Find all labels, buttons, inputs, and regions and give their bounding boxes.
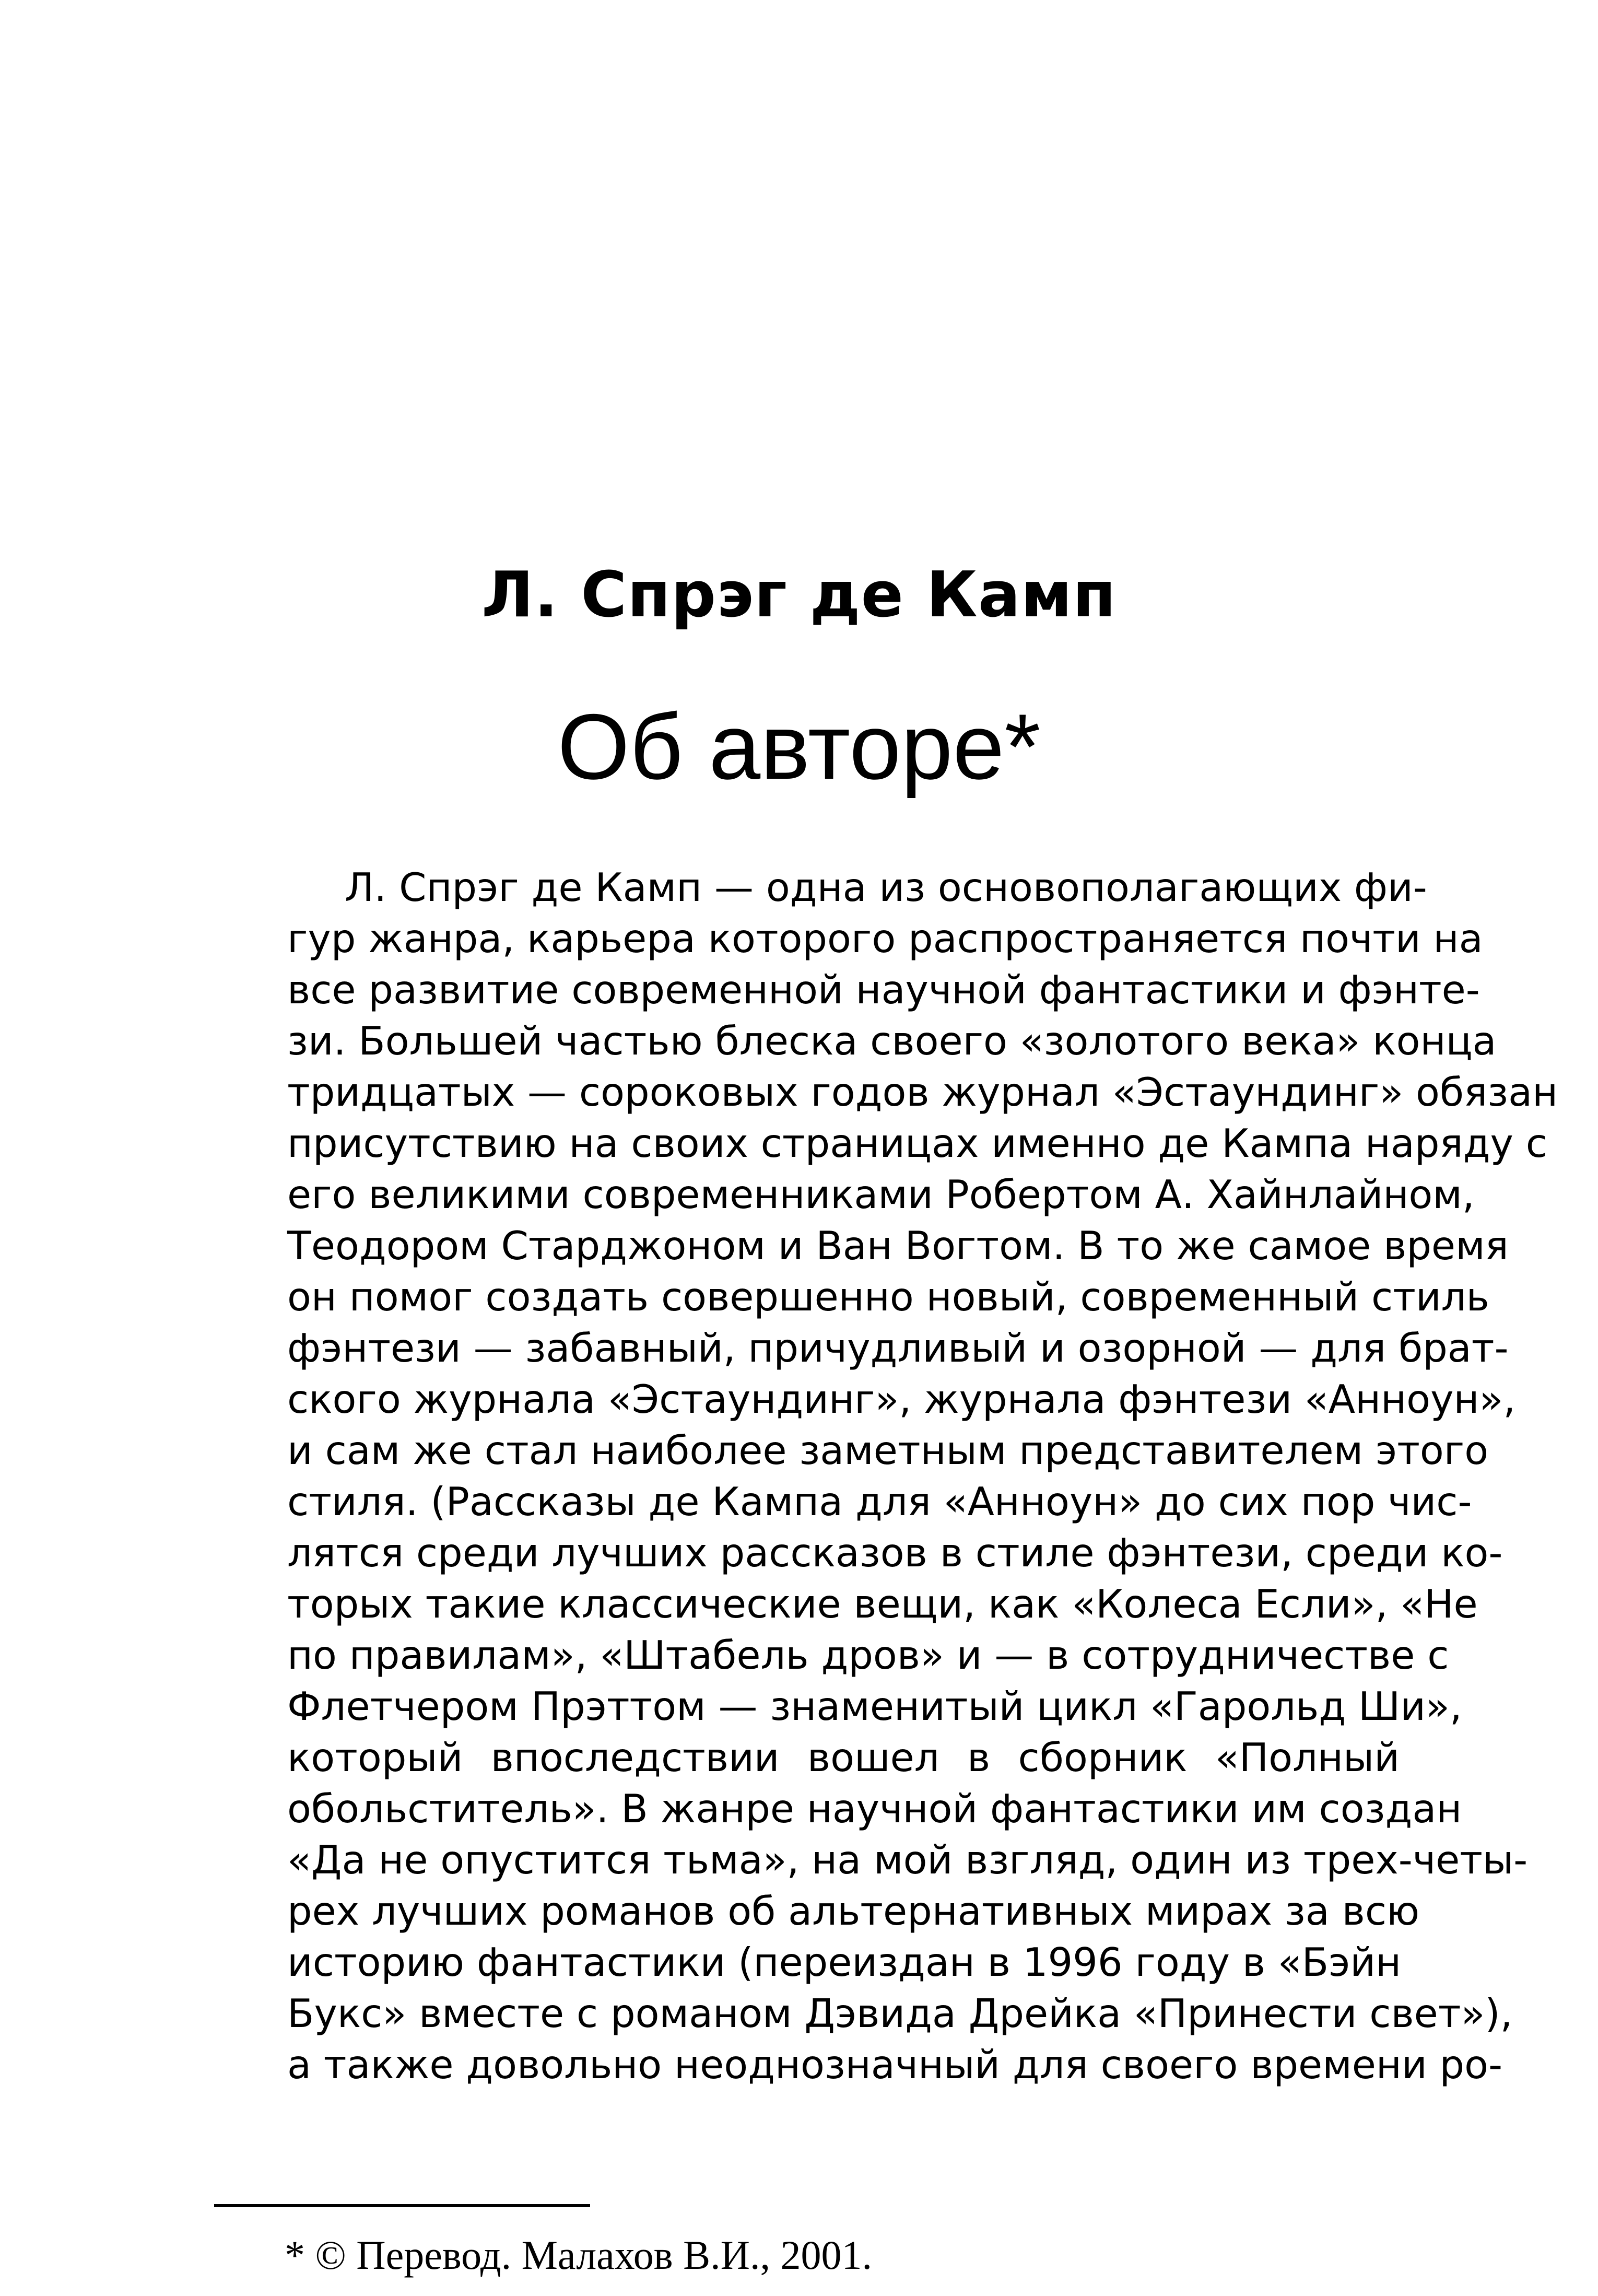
body-line: историю фантастики (переиздан в 1996 году в «Бэйн (287, 1939, 1402, 1985)
body-line: зи. Большей частью блеска своего «золотого века» конца (287, 1018, 1497, 1064)
chapter-title: Об авторе* (557, 695, 1041, 799)
body-line: Букс» вместе с романом Дэвида Дрейка «Принести свет»), (287, 1990, 1513, 2036)
body-line: все развитие современной научной фантастики и фэнте- (287, 967, 1480, 1013)
body-line: и сам же стал наиболее заметным представителем этого (287, 1427, 1489, 1473)
body-line: тридцатых — сороковых годов журнал «Эстаундинг» обязан (287, 1069, 1558, 1115)
body-line: он помог создать совершенно новый, современный стиль (287, 1274, 1489, 1320)
body-line: присутствию на своих страницах именно де Кампа наряду с (287, 1120, 1547, 1166)
body-line: а также довольно неоднозначный для своего времени ро- (287, 2042, 1503, 2088)
body-line: его великими современниками Робертом А. Хайнлайном, (287, 1172, 1475, 1217)
footnote-rule (214, 2204, 590, 2207)
body-line: ского журнала «Эстаундинг», журнала фэнтези «Анноун», (287, 1376, 1516, 1422)
body-line: по правилам», «Штабель дров» и — в сотрудничестве с (287, 1632, 1449, 1678)
body-line: обольститель». В жанре научной фантастики им создан (287, 1786, 1462, 1832)
body-line: стиля. (Рассказы де Кампа для «Анноун» до сих пор чис- (287, 1479, 1472, 1525)
body-line: Теодором Старджоном и Ван Вогтом. В то же самое время (287, 1223, 1509, 1269)
body-line: который впоследствии вошел в сборник «Полный (287, 1735, 1400, 1780)
footnote: * © Перевод. Малахов В.И., 2001. (285, 2232, 872, 2278)
body-line: торых такие классические вещи, как «Колеса Если», «Не (287, 1581, 1478, 1627)
body-text (287, 862, 1558, 2090)
author-name: Л. Спрэг де Камп (481, 559, 1117, 631)
body-line: фэнтези — забавный, причудливый и озорной — для брат- (287, 1325, 1509, 1371)
body-line: Флетчером Прэттом — знаменитый цикл «Гарольд Ши», (287, 1683, 1462, 1729)
body-line: гур жанра, карьера которого распространяется почти на (287, 916, 1483, 962)
body-line: Л. Спрэг де Камп — одна из основополагающих фи- (345, 864, 1427, 910)
body-line: «Да не опустится тьма», на мой взгляд, один из трех-четы- (287, 1837, 1528, 1883)
body-line: лятся среди лучших рассказов в стиле фэнтези, среди ко- (287, 1530, 1503, 1576)
body-line: рех лучших романов об альтернативных мирах за всю (287, 1888, 1420, 1934)
